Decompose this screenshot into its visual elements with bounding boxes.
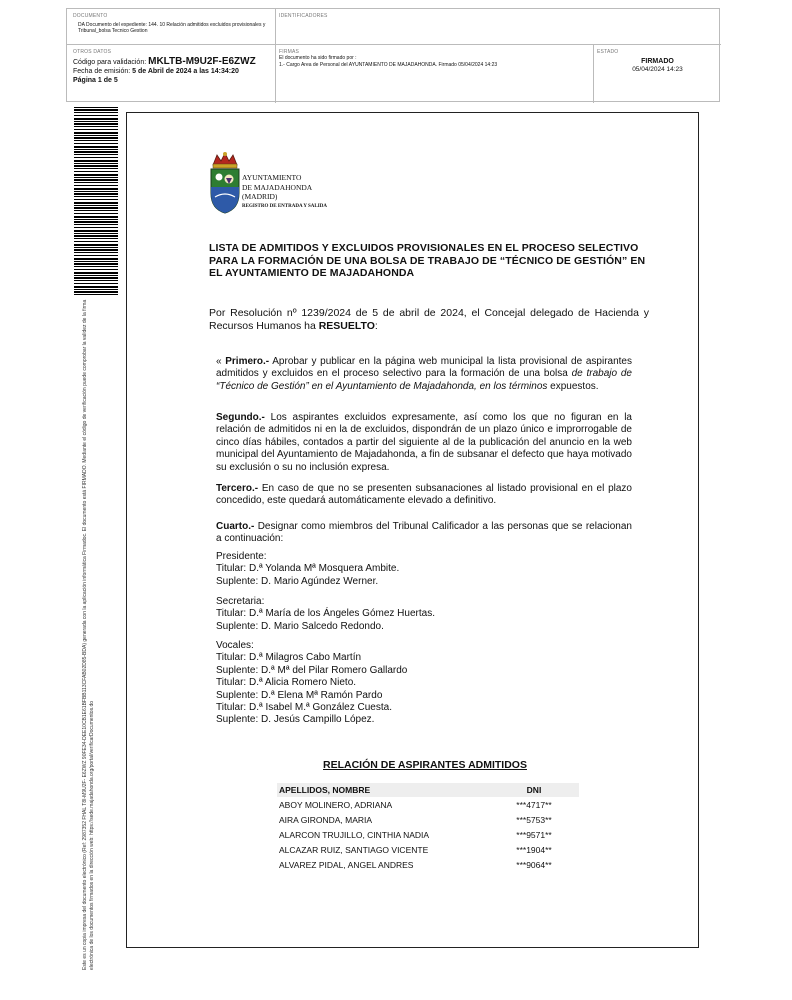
- coat-of-arms-icon: [207, 151, 243, 217]
- validation-label: Código para validación:: [73, 59, 147, 66]
- documento-value: DA Documento del expediente: 144. 10 Relación admitidos excluidos provisionales y Tribunal_bolsa Tecnico Gestion: [78, 22, 266, 34]
- tribunal-presidente: Presidente: Titular: D.ª Yolanda Mª Mosquera Ambite. Suplente: D. Mario Agúndez Werner.: [216, 551, 400, 587]
- documento-caption: DOCUMENTO: [73, 13, 108, 19]
- barcode: [74, 107, 118, 297]
- table-header: [277, 783, 579, 797]
- tribunal-vocales: Vocales: Titular: D.ª Milagros Cabo Martín Suplente: D.ª Mª del Pilar Romero Gallardo Titular: D.ª Alicia Romero Nieto. Suplente: D.ª Elena Mª Ramón Pardo Titular: D.ª Isabel M.ª González Cuesta. Suplente: D. Jesús Campillo López.: [216, 640, 408, 726]
- page-label: Página 1 de 5: [73, 77, 118, 84]
- table-row: ALVAREZ PIDAL, ANGEL ANDRES ***9064**: [279, 860, 552, 871]
- admitidos-title: RELACIÓN DE ASPIRANTES ADMITIDOS: [323, 759, 527, 771]
- table-row: ABOY MOLINERO, ADRIANA ***4717**: [279, 799, 552, 810]
- estado-cell: [594, 45, 721, 103]
- logo-text: AYUNTAMIENTO DE MAJADAHONDA (MADRID) REGISTRO DE ENTRADA Y SALIDA: [242, 173, 327, 209]
- segundo-paragraph: Segundo.- Los aspirantes excluidos expresamente, así como los que no figuran en la relación de admitidos ni en la de excluidos, dispondrán de un plazo único e improrrogable de cinco días hábiles, contados a partir del siguiente al de la publicación del anuncio en la web municipal del Ayuntamiento de Majadahonda, a fin de subsanar el defecto que haya motivado su exclusión o su no inclusión expresa.: [216, 412, 632, 473]
- validation-code: MKLTB-M9U2F-E6ZWZ: [148, 56, 256, 67]
- document-page: [126, 112, 699, 948]
- estado-value: FIRMADO: [641, 58, 674, 65]
- primero-paragraph: « Primero.- Aprobar y publicar en la página web municipal la lista provisional de aspirantes admitidos y excluidos en el proceso selectivo para la formación de una bolsa de trabajo de “Técnico de Gestión” en el Ayuntamiento de Majadahonda, en los términos expuestos.: [216, 356, 632, 392]
- identificadores-caption: IDENTIFICADORES: [279, 13, 328, 19]
- otros-datos-cell: [67, 45, 276, 103]
- col-name-header: APELLIDOS, NOMBRE: [279, 785, 371, 795]
- estado-caption: ESTADO: [597, 49, 619, 55]
- cuarto-paragraph: Cuarto.- Designar como miembros del Tribunal Calificador a las personas que se relacionan a continuación:: [216, 521, 632, 545]
- tribunal-secretaria: Secretaria: Titular: D.ª María de los Ángeles Gómez Huertas. Suplente: D. Mario Salcedo Redondo.: [216, 596, 435, 632]
- estado-date: 05/04/2024 14:23: [632, 66, 683, 73]
- table-row: ALARCON TRUJILLO, CINTHIA NADIA ***9571**: [279, 829, 552, 840]
- identificadores-cell: [276, 9, 721, 45]
- admitidos-table: [277, 783, 579, 873]
- table-row: AIRA GIRONDA, MARIA ***5753**: [279, 814, 552, 825]
- verification-side-text: Este es un copia impresa del documento electrónico (Ref: 2987352 FHAL T8I-M9U2F- E6ZWZ 90FE34-DEE10CB1E61BFBB113CFAB02D85-BDA) generada con la aplicación informática Firmadoc. El documento está FIRMADO. Mediante el código de verificación puede comprobar la validez de la firma electrónica de los documentos firmados en la dirección web: https://sede.majadahonda.org/portal/verificarDocumentos.do: [82, 299, 95, 970]
- document-title: LISTA DE ADMITIDOS Y EXCLUIDOS PROVISIONALES EN EL PROCESO SELECTIVO PARA LA FORMACIÓN DE UNA BOLSA DE TRABAJO DE “TÉCNICO DE GESTIÓN” EN EL AYUNTAMIENTO DE MAJADAHONDA: [209, 242, 646, 279]
- intro-paragraph: Por Resolución nº 1239/2024 de 5 de abril de 2024, el Concejal delegado de Hacienda y Recursos Humanos ha RESUELTO:: [209, 307, 649, 332]
- tercero-paragraph: Tercero.- En caso de que no se presenten subsanaciones al listado provisional en el plazo concedido, este quedará automáticamente elevado a definitivo.: [216, 483, 632, 507]
- documento-cell: [67, 9, 276, 45]
- emission-label: Fecha de emisión:: [73, 68, 131, 75]
- firmas-cell: [276, 45, 594, 103]
- emission-date: 5 de Abril de 2024 a las 14:34:20: [132, 68, 239, 75]
- firmas-caption: FIRMAS: [279, 49, 300, 55]
- firmas-line1: El documento ha sido firmado por :: [279, 55, 357, 61]
- firmas-line2: 1.- Cargo Area de Personal del AYUNTAMIENTO DE MAJADAHONDA. Firmado 05/04/2024 14:23: [279, 62, 498, 68]
- otros-datos-caption: OTROS DATOS: [73, 49, 112, 55]
- col-dni-header: DNI: [526, 785, 542, 795]
- document-header: [66, 8, 720, 102]
- table-row: ALCAZAR RUIZ, SANTIAGO VICENTE ***1904**: [279, 845, 552, 856]
